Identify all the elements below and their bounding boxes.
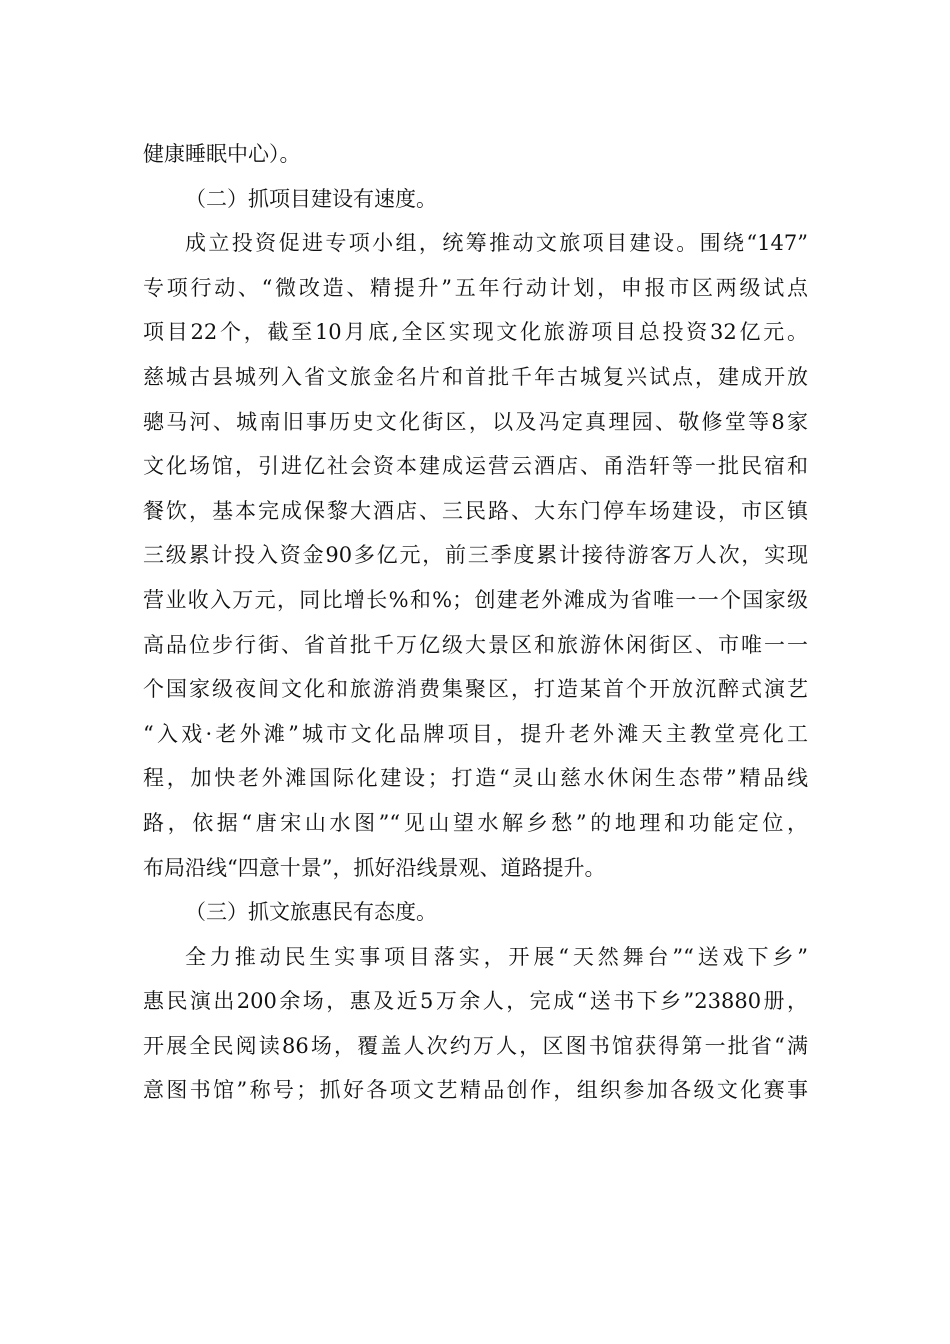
paragraph-line: 高品位步行街、省首批千万亿级大景区和旅游休闲街区、市唯一一: [143, 632, 808, 657]
paragraph-line: 餐饮，基本完成保黎大酒店、三民路、大东门停车场建设，市区镇: [143, 498, 808, 523]
paragraph-line: 项目22个，截至10月底,全区实现文化旅游项目总投资32亿元。: [143, 320, 808, 345]
section-heading: （三）抓文旅惠民有态度。: [185, 900, 437, 925]
paragraph-line: 程，加快老外滩国际化建设；打造“灵山慈水休闲生态带”精品线: [143, 766, 808, 791]
section-heading: （二）抓项目建设有速度。: [185, 186, 437, 211]
paragraph-line: 三级累计投入资金90多亿元，前三季度累计接待游客万人次，实现: [143, 543, 808, 568]
paragraph-line: 惠民演出200余场，惠及近5万余人，完成“送书下乡”23880册，: [143, 989, 808, 1014]
paragraph-line: “入戏·老外滩”城市文化品牌项目，提升老外滩天主教堂亮化工: [143, 721, 808, 746]
paragraph-line: 全力推动民生实事项目落实，开展“天然舞台”“送戏下乡”: [185, 944, 808, 969]
paragraph-line: 骢马河、城南旧事历史文化街区，以及冯定真理园、敬修堂等8家: [143, 409, 808, 434]
paragraph-line: 慈城古县城列入省文旅金名片和首批千年古城复兴试点，建成开放: [143, 364, 808, 389]
paragraph-line: 成立投资促进专项小组，统筹推动文旅项目建设。围绕“147”: [185, 231, 808, 256]
paragraph-line: 路，依据“唐宋山水图”“见山望水解乡愁”的地理和功能定位，: [143, 810, 808, 835]
paragraph-line: 意图书馆”称号；抓好各项文艺精品创作，组织参加各级文化赛事: [143, 1078, 808, 1103]
paragraph-line: 布局沿线“四意十景”，抓好沿线景观、道路提升。: [143, 855, 606, 880]
paragraph-line: 营业收入万元，同比增长%和%；创建老外滩成为省唯一一个国家级: [143, 587, 808, 612]
document-body: [143, 132, 808, 1113]
paragraph-line: 个国家级夜间文化和旅游消费集聚区，打造某首个开放沉醉式演艺: [143, 677, 808, 702]
paragraph-line: 文化场馆，引进亿社会资本建成运营云酒店、甬浩轩等一批民宿和: [143, 454, 808, 479]
paragraph-line: 开展全民阅读86场，覆盖人次约万人，区图书馆获得第一批省“满: [143, 1033, 808, 1058]
paragraph-line: 健康睡眠中心）。: [143, 142, 301, 166]
paragraph-line: 专项行动、“微改造、精提升”五年行动计划，申报市区两级试点: [143, 275, 808, 300]
